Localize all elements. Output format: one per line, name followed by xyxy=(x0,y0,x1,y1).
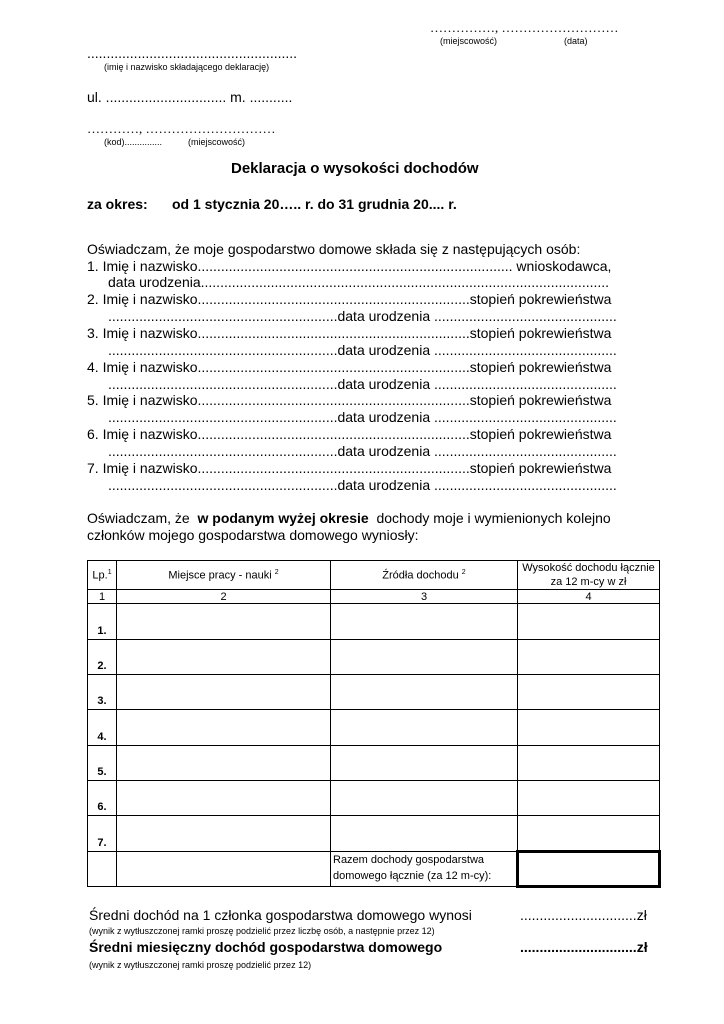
workplace-cell[interactable] xyxy=(117,675,331,710)
person-3-birth-line[interactable]: ...........................................................data urodzenia ............................................... xyxy=(108,342,617,358)
total-label: Razem dochody gospodarstwa domowego łącznie (za 12 m-cy): xyxy=(331,851,518,886)
table-row xyxy=(88,816,660,851)
amount-cell[interactable] xyxy=(518,816,660,851)
workplace-cell[interactable] xyxy=(117,745,331,780)
city-label: (miejscowość) xyxy=(188,137,246,147)
person-5-name-line[interactable]: 5. Imię i nazwisko......................................................................stopień pokrewieństwa xyxy=(87,392,612,408)
amount-cell[interactable] xyxy=(518,710,660,745)
income-statement-line-2: członków mojego gospodarstwa domowego wyniosły: xyxy=(87,527,419,543)
period-label: za okres: xyxy=(87,196,148,212)
source-cell[interactable] xyxy=(331,675,518,710)
date-label: (data) xyxy=(564,36,588,46)
person-5-birth-line[interactable]: ...........................................................data urodzenia ............................................... xyxy=(108,409,617,425)
person-6-birth-line[interactable]: ...........................................................data urodzenia ............................................... xyxy=(108,443,617,459)
workplace-cell[interactable] xyxy=(117,604,331,639)
amount-cell[interactable] xyxy=(518,675,660,710)
table-row xyxy=(88,604,660,639)
person-1-name-line[interactable]: 1. Imię i nazwisko................................................................................. wnioskodawca, xyxy=(87,258,612,274)
row-number: 4. xyxy=(88,710,117,745)
amount-cell[interactable] xyxy=(518,745,660,780)
avg-member-label: Średni dochód na 1 członka gospodarstwa domowego wynosi xyxy=(89,907,472,923)
person-1-birth-line[interactable]: data urodzenia......................................................................................................... xyxy=(108,274,610,290)
row-number: 3. xyxy=(88,675,117,710)
income-statement-line-1 xyxy=(87,510,611,527)
avg-member-note: (wynik z wytłuszczonej ramki proszę podzielić przez liczbę osób, a następnie przez 12) xyxy=(89,926,435,936)
name-dots[interactable]: ...................................................... xyxy=(87,45,298,61)
place-date-dots[interactable]: ……………, ……………………… xyxy=(430,20,619,35)
header-workplace: Miejsce pracy - nauki $^2$ xyxy=(117,561,331,590)
table-row xyxy=(88,710,660,745)
source-cell[interactable] xyxy=(331,745,518,780)
workplace-cell[interactable] xyxy=(117,816,331,851)
amount-cell[interactable] xyxy=(518,639,660,674)
source-cell[interactable] xyxy=(331,710,518,745)
amount-cell[interactable] xyxy=(518,604,660,639)
person-7-birth-line[interactable]: ...........................................................data urodzenia ............................................... xyxy=(108,477,617,493)
col-number-3: 3 xyxy=(331,590,518,604)
header-lp: Lp.$^1$ xyxy=(88,561,117,590)
row-number: 1. xyxy=(88,604,117,639)
table-total-row xyxy=(88,851,660,886)
row-number: 5. xyxy=(88,745,117,780)
page-title: Deklaracja o wysokości dochodów xyxy=(231,160,479,177)
person-3-name-line[interactable]: 3. Imię i nazwisko......................................................................stopień pokrewieństwa xyxy=(87,325,612,341)
name-label: (imię i nazwisko składającego deklarację) xyxy=(104,62,270,72)
period-value[interactable]: od 1 stycznia 20….. r. do 31 grudnia 20.... r. xyxy=(172,196,457,212)
place-label: (miejscowość) xyxy=(440,36,498,46)
col-number-2: 2 xyxy=(117,590,331,604)
table-row xyxy=(88,780,660,815)
household-intro: Oświadczam, że moje gospodarstwo domowe składa się z następujących osób: xyxy=(87,241,581,257)
person-2-name-line[interactable]: 2. Imię i nazwisko......................................................................stopień pokrewieństwa xyxy=(87,291,612,307)
header-income-source: Źródła dochodu $^2$ xyxy=(331,561,518,590)
table-row xyxy=(88,745,660,780)
table-row xyxy=(88,675,660,710)
table-row xyxy=(88,639,660,674)
table-header-row xyxy=(88,561,660,590)
income-table xyxy=(87,560,661,888)
avg-member-value[interactable]: ..............................zł xyxy=(520,907,647,923)
code-label: (kod)............... xyxy=(104,137,163,147)
total-empty-cell xyxy=(88,851,117,886)
income-statement-part1: Oświadczam, że xyxy=(87,510,190,526)
total-empty-cell xyxy=(117,851,331,886)
amount-cell[interactable] xyxy=(518,780,660,815)
source-cell[interactable] xyxy=(331,780,518,815)
avg-monthly-label: Średni miesięczny dochód gospodarstwa domowego xyxy=(89,939,443,955)
source-cell[interactable] xyxy=(331,604,518,639)
person-4-name-line[interactable]: 4. Imię i nazwisko......................................................................stopień pokrewieństwa xyxy=(87,359,612,375)
person-6-name-line[interactable]: 6. Imię i nazwisko......................................................................stopień pokrewieństwa xyxy=(87,426,612,442)
income-statement-bold: w podanym wyżej okresie xyxy=(197,510,369,526)
workplace-cell[interactable] xyxy=(117,710,331,745)
source-cell[interactable] xyxy=(331,816,518,851)
code-city-dots[interactable]: …………, ………………………… xyxy=(87,121,276,136)
row-number: 6. xyxy=(88,780,117,815)
income-statement-part2: dochody moje i wymienionych kolejno xyxy=(376,510,611,526)
street-line[interactable]: ul. ............................... m. ........... xyxy=(87,89,293,105)
table-column-numbers xyxy=(88,590,660,604)
person-2-birth-line[interactable]: ...........................................................data urodzenia ............................................... xyxy=(108,308,617,324)
row-number: 2. xyxy=(88,639,117,674)
row-number: 7. xyxy=(88,816,117,851)
source-cell[interactable] xyxy=(331,639,518,674)
person-7-name-line[interactable]: 7. Imię i nazwisko......................................................................stopień pokrewieństwa xyxy=(87,460,612,476)
total-amount-box[interactable] xyxy=(518,851,660,886)
avg-monthly-note: (wynik z wytłuszczonej ramki proszę podzielić przez 12) xyxy=(89,960,312,970)
col-number-4: 4 xyxy=(518,590,660,604)
workplace-cell[interactable] xyxy=(117,639,331,674)
workplace-cell[interactable] xyxy=(117,780,331,815)
person-4-birth-line[interactable]: ...........................................................data urodzenia ............................................... xyxy=(108,376,617,392)
avg-monthly-value[interactable]: ..............................zł xyxy=(520,939,648,955)
header-income-amount: Wysokość dochodu łącznie za 12 m-cy w zł xyxy=(518,561,660,590)
col-number-1: 1 xyxy=(88,590,117,604)
